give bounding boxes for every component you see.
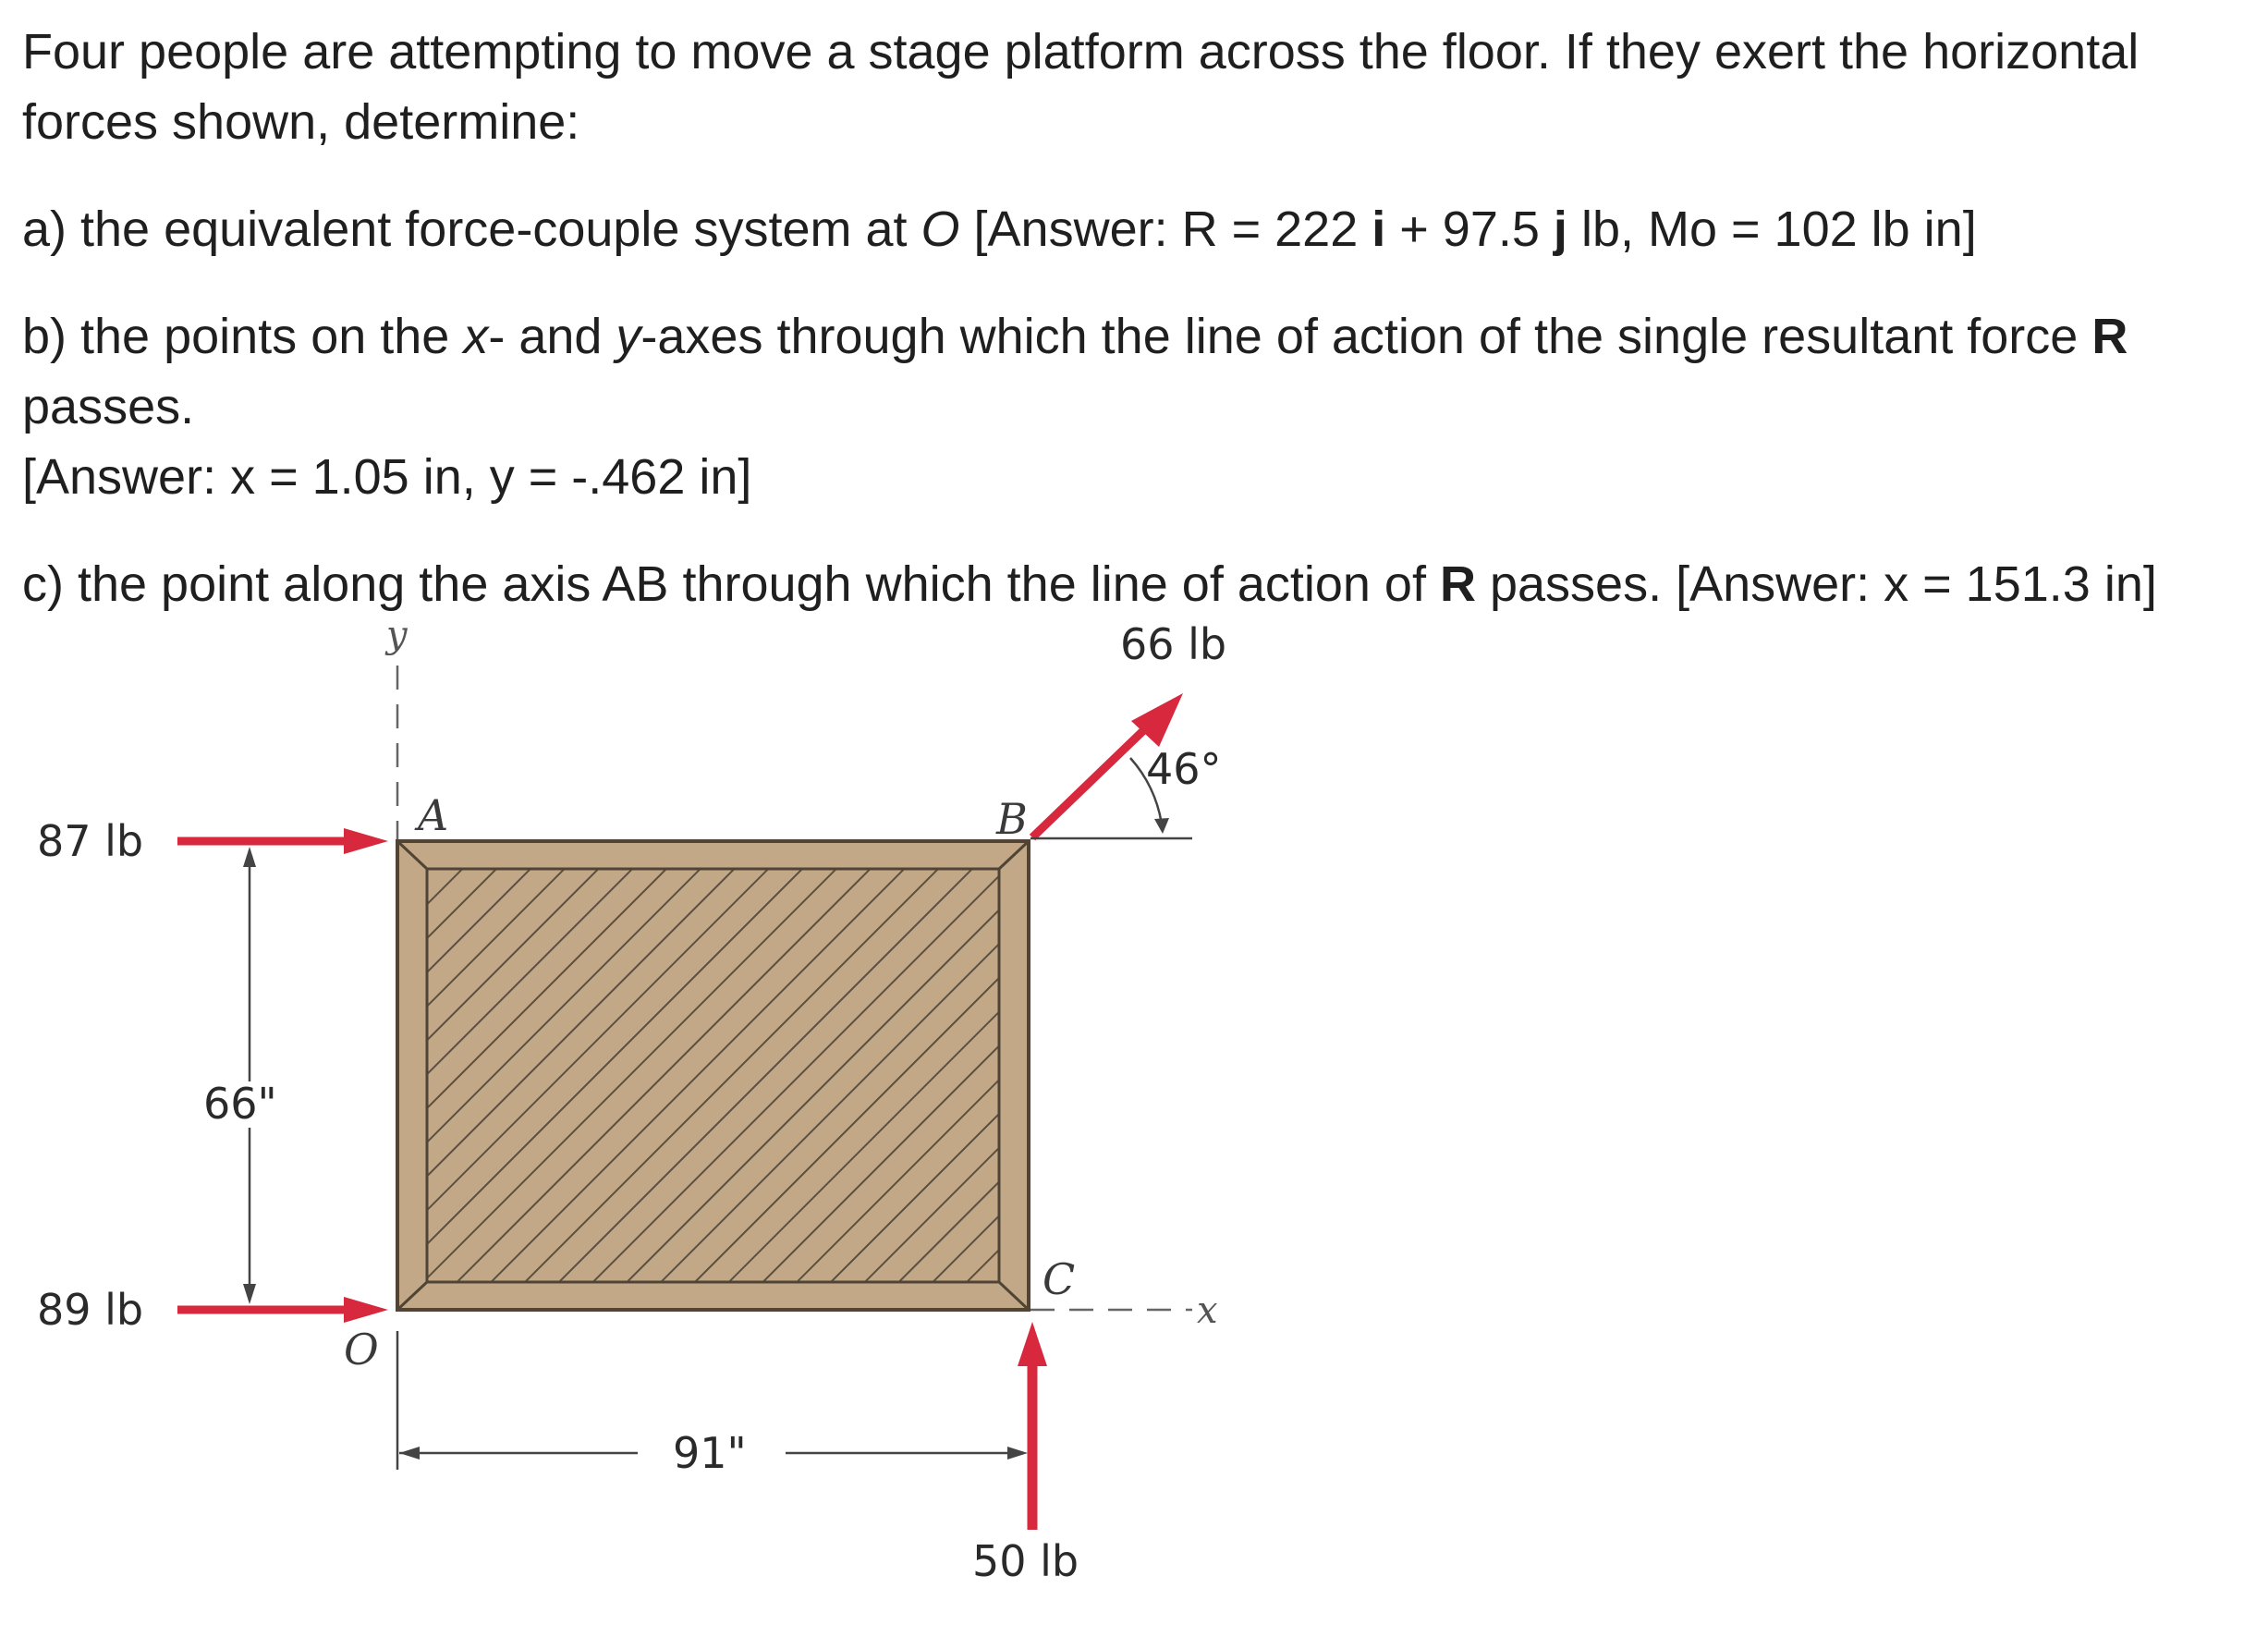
y-axis [384, 614, 408, 839]
part-a [22, 194, 2259, 264]
figure-svg [0, 582, 1322, 1649]
part-b-and: - and [488, 309, 616, 364]
part-a-prefix: a) the equivalent force-couple system at [22, 202, 921, 257]
x-axis-label: x [1197, 1289, 1218, 1332]
part-a-mid: + 97.5 [1385, 202, 1554, 257]
platform-figure [0, 582, 1322, 1649]
part-b [22, 301, 2259, 512]
y-axis-label: y [386, 614, 408, 656]
part-b-mid: -axes through which the line of action of the single resultant force [640, 309, 2092, 364]
unit-vector-i: i [1372, 202, 1386, 257]
point-a-label: A [418, 790, 449, 840]
dimension-width-label: 91" [673, 1428, 747, 1478]
force-label-87lb: 87 lb [37, 816, 144, 866]
force-label-50lb: 50 lb [972, 1536, 1079, 1586]
dimension-height-label: 66" [203, 1079, 277, 1129]
force-arrow-50lb [1018, 1322, 1047, 1530]
part-c-prefix: c) the point along the axis AB through which the line of action of [22, 556, 1440, 612]
force-arrow-87lb [177, 828, 388, 854]
part-b-prefix: b) the points on the [22, 309, 464, 364]
part-c-force: R [1439, 556, 1476, 612]
part-a-answer-lead: [Answer: R = 222 [959, 202, 1372, 257]
point-o-label: O [344, 1325, 379, 1374]
part-b-force: R [2091, 309, 2128, 364]
angle-label-46deg: 46° [1146, 744, 1222, 794]
problem-intro: Four people are attempting to move a stage platform across the floor. If they exert the horizontal forces shown, determine: [22, 24, 2140, 150]
part-b-suffix: passes. [22, 379, 195, 434]
part-b-y-var: y [616, 309, 641, 364]
force-label-66lb: 66 lb [1120, 619, 1227, 669]
point-c-label: C [1043, 1254, 1076, 1304]
part-a-point: O [921, 202, 960, 257]
stage-platform [397, 841, 1029, 1310]
force-label-89lb: 89 lb [37, 1285, 144, 1335]
part-a-tail: lb, Mo = 102 lb in] [1567, 202, 1977, 257]
part-c-suffix: passes. [Answer: x = 151.3 in] [1475, 556, 2157, 612]
point-b-label: B [996, 794, 1028, 844]
problem-statement [22, 17, 2259, 619]
dimension-height [243, 847, 256, 1304]
part-b-answer: [Answer: x = 1.05 in, y = -.462 in] [22, 449, 752, 505]
unit-vector-j: j [1553, 202, 1567, 257]
force-arrow-89lb [177, 1297, 388, 1323]
part-b-x-var: x [463, 309, 489, 364]
